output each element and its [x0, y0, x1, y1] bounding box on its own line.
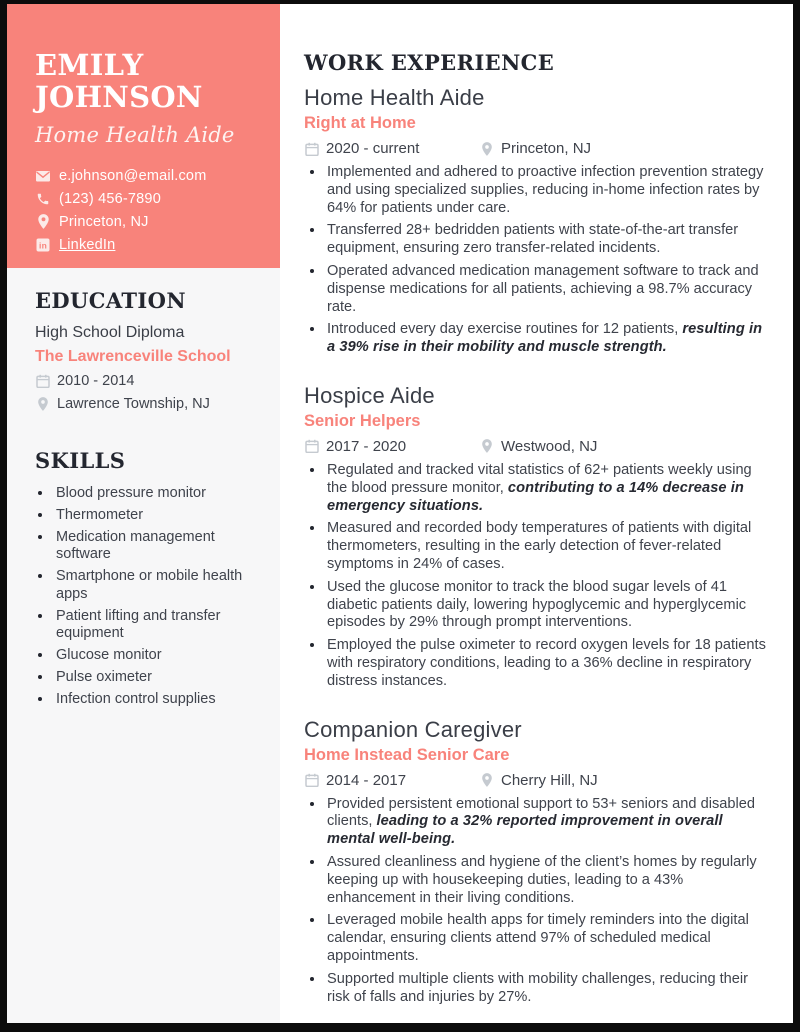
- contact-phone-text: (123) 456-7890: [59, 190, 161, 207]
- skill-item: • Infection control supplies: [53, 691, 256, 708]
- job-entry-hospice-aide: [304, 383, 769, 691]
- person-name-line2: JOHNSON: [35, 79, 203, 114]
- skill-item: • Thermometer: [53, 507, 256, 524]
- education-section: [35, 288, 256, 412]
- contact-location-text: Princeton, NJ: [59, 213, 149, 230]
- job-bullet: • Assured cleanliness and hygiene of the client’s homes by regularly keeping up with housekeeping duties, leading to a 43% enhancement in their living conditions.: [325, 854, 769, 907]
- contact-email: [35, 168, 260, 184]
- education-location-row: [35, 396, 256, 412]
- job-bullet: • Implemented and adhered to proactive infection prevention strategy and using specialized supplies, reducing in-home infection rates by 64% for patients under care.: [325, 164, 769, 217]
- email-icon: [35, 168, 51, 184]
- job-meta-row: [304, 772, 769, 789]
- job-company: Senior Helpers: [304, 411, 421, 430]
- job-entry-home-health-aide: [304, 85, 769, 357]
- skills-heading: SKILLS: [35, 448, 126, 473]
- job-dates-group: [304, 438, 479, 455]
- contact-linkedin: [35, 237, 260, 253]
- job-meta-row: [304, 438, 769, 455]
- job-bullet: • Leveraged mobile health apps for timely reminders into the digital calendar, ensuring clients attend 97% of scheduled medical appointments.: [325, 912, 769, 965]
- job-bullet: • Used the glucose monitor to track the blood sugar levels of 41 diabetic patients daily, lowering hypoglycemic and hyperglycemic episodes by 29% through prompt interventions.: [325, 579, 769, 632]
- contact-list: [35, 168, 260, 253]
- sidebar-body: [7, 268, 280, 713]
- location-icon: [479, 439, 494, 454]
- education-dates-row: [35, 373, 256, 389]
- bullet-emphasis: leading to a 32% reported improvement in overall mental well-being.: [327, 813, 723, 848]
- job-bullet: • Regulated and tracked vital statistics of 62+ patients weekly using the blood pressure monitor, contributing to a 14% decrease in emergency situations.: [325, 462, 769, 515]
- phone-icon: [35, 191, 51, 207]
- job-dates: 2017 - 2020: [326, 437, 407, 455]
- job-dates-group: [304, 772, 479, 789]
- sidebar: [7, 4, 280, 1023]
- job-title: Hospice Aide: [304, 382, 435, 408]
- job-bullets: [325, 164, 769, 357]
- job-dates: 2014 - 2017: [326, 771, 407, 789]
- location-icon: [479, 773, 494, 788]
- education-heading: EDUCATION: [35, 288, 186, 313]
- bullet-emphasis: contributing to a 14% decrease in emergency situations.: [327, 479, 744, 514]
- location-icon: [35, 397, 50, 412]
- job-bullet: • Measured and recorded body temperatures of patients with digital thermometers, resulting in the early detection of fever-related symptoms in 24% of cases.: [325, 520, 769, 573]
- job-entry-companion-caregiver: [304, 717, 769, 1007]
- contact-email-text: e.johnson@email.com: [59, 167, 207, 184]
- skill-item: • Medication management software: [53, 529, 256, 563]
- bullet-emphasis: resulting in a 39% rise in their mobility and muscle strength.: [327, 321, 763, 356]
- calendar-icon: [35, 374, 50, 389]
- education-location: Lawrence Township, NJ: [57, 396, 210, 412]
- skills-section: [35, 448, 256, 708]
- job-company: Right at Home: [304, 114, 416, 132]
- location-icon: [35, 214, 51, 230]
- calendar-icon: [304, 773, 319, 788]
- calendar-icon: [304, 439, 319, 454]
- linkedin-link[interactable]: LinkedIn: [59, 236, 116, 253]
- skill-item: • Pulse oximeter: [53, 669, 256, 686]
- svg-text:in: in: [39, 240, 47, 251]
- job-bullet: • Introduced every day exercise routines for 12 patients, resulting in a 39% rise in their mobility and muscle strength.: [325, 321, 769, 357]
- person-name: [35, 50, 260, 114]
- education-school: The Lawrenceville School: [35, 348, 231, 365]
- job-meta-row: [304, 140, 769, 157]
- work-experience-column: [280, 4, 793, 1023]
- job-bullets: [325, 796, 769, 1007]
- resume-page: [7, 4, 793, 1023]
- contact-phone: [35, 191, 260, 207]
- job-location-group: [479, 772, 598, 789]
- job-dates-group: [304, 140, 479, 157]
- linkedin-icon: [35, 237, 51, 253]
- person-title: Home Health Aide: [35, 122, 235, 147]
- job-location: Cherry Hill, NJ: [501, 771, 598, 789]
- job-location-group: [479, 438, 597, 455]
- job-bullets: [325, 462, 769, 691]
- job-location: Westwood, NJ: [501, 437, 598, 455]
- skill-item: • Patient lifting and transfer equipment: [53, 608, 256, 642]
- skill-item: • Smartphone or mobile health apps: [53, 568, 256, 602]
- job-bullet: • Provided persistent emotional support to 53+ seniors and disabled clients, leading to a 32% reported improvement in overall mental well-being.: [325, 796, 769, 849]
- location-icon: [479, 141, 494, 156]
- job-company: Home Instead Senior Care: [304, 745, 510, 764]
- job-bullet: • Transferred 28+ bedridden patients with state-of-the-art transfer equipment, ensuring zero transfer-related incidents.: [325, 222, 769, 258]
- person-name-line1: EMILY: [35, 48, 144, 82]
- calendar-icon: [304, 141, 319, 156]
- job-title: Companion Caregiver: [304, 716, 522, 742]
- job-bullet: • Supported multiple clients with mobility challenges, reducing their risk of falls and injuries by 27%.: [325, 971, 769, 1007]
- job-bullet: • Operated advanced medication management software to track and dispense medications for all patients, achieving a 98.7% accuracy rate.: [325, 263, 769, 316]
- skill-item: • Glucose monitor: [53, 647, 256, 664]
- work-experience-heading: WORK EXPERIENCE: [304, 50, 555, 75]
- job-title: Home Health Aide: [304, 85, 485, 110]
- job-location: Princeton, NJ: [501, 140, 592, 157]
- job-dates: 2020 - current: [326, 140, 420, 157]
- sidebar-header: [7, 4, 280, 268]
- job-location-group: [479, 140, 591, 157]
- skill-item: • Blood pressure monitor: [53, 485, 256, 502]
- job-bullet: • Employed the pulse oximeter to record oxygen levels for 18 patients with respiratory conditions, leading to a 36% decline in respiratory distress instances.: [325, 637, 769, 690]
- education-dates: 2010 - 2014: [57, 373, 135, 389]
- contact-location: [35, 214, 260, 230]
- skills-list: [53, 485, 256, 708]
- education-degree: High School Diploma: [35, 324, 185, 341]
